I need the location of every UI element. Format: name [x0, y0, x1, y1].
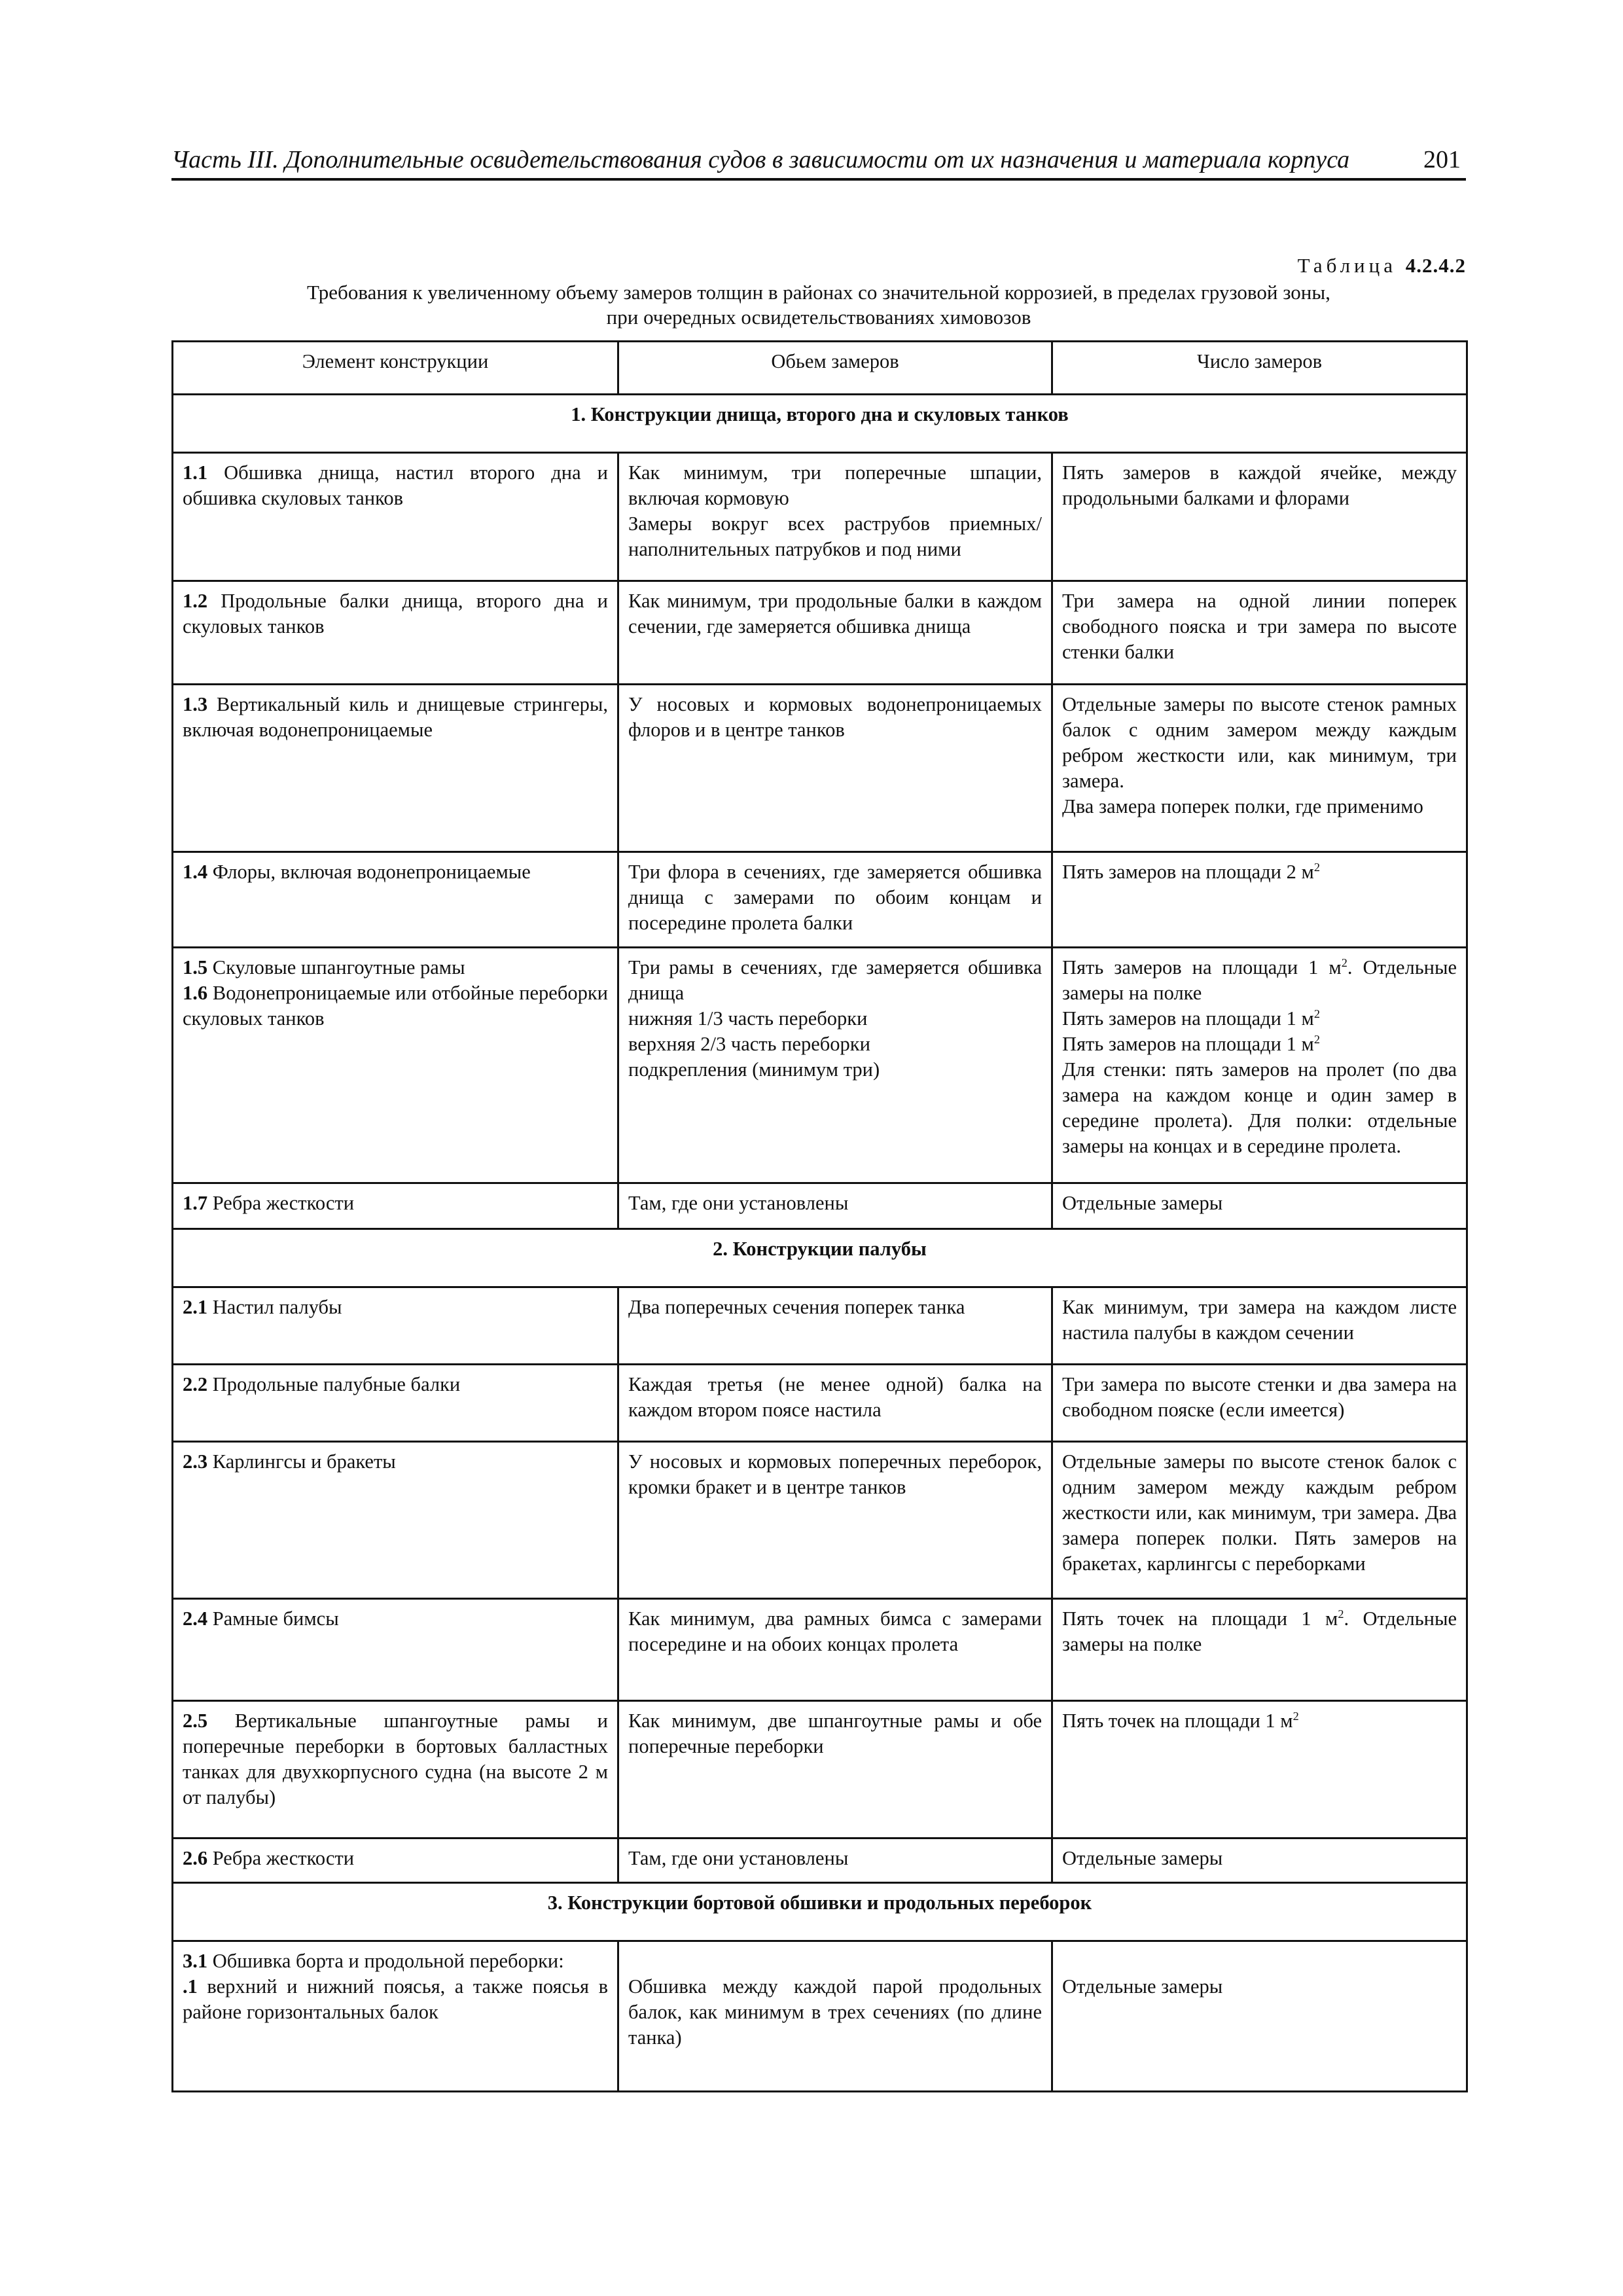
element-text: 1.6 Водонепроницаемые или отбойные переборки скуловых танков	[183, 982, 608, 1030]
scope-cell	[618, 1183, 1052, 1229]
item-number: 1.1	[183, 461, 208, 484]
count-cell	[1052, 948, 1467, 1183]
scope-cell	[618, 948, 1052, 1183]
cell-text-line: Как минимум, три поперечные шпации, включая кормовую	[628, 461, 1042, 509]
cell-text-line: Отдельные замеры	[1062, 1847, 1223, 1869]
caption-line-1: Требования к увеличенному объему замеров толщин в районах со значительной коррозией, в пределах грузовой зоны,	[307, 281, 1330, 304]
cell-text-line: Там, где они установлены	[628, 1192, 849, 1214]
scope-cell	[618, 1599, 1052, 1701]
cell-text-line: Как минимум, три замера на каждом листе настила палубы в каждом сечении	[1062, 1296, 1457, 1344]
table-row	[173, 1287, 1467, 1365]
section-title: 3. Конструкции бортовой обшивки и продольных переборок	[173, 1883, 1467, 1941]
table-label	[1298, 254, 1466, 278]
cell-text-line: Отдельные замеры	[1062, 1192, 1223, 1214]
element-text: 3.1 Обшивка борта и продольной переборки:	[183, 1950, 564, 1972]
element-text: 1.4 Флоры, включая водонепроницаемые	[183, 861, 531, 883]
scope-cell	[618, 1701, 1052, 1839]
scope-cell	[618, 685, 1052, 852]
element-text: 1.7 Ребра жесткости	[183, 1192, 355, 1214]
cell-text-line: Отдельные замеры по высоте стенок рамных балок с одним замером между каждым ребром жесткости или, как минимум, три замера.	[1062, 693, 1457, 792]
cell-text-line: верхняя 2/3 часть переборки	[628, 1033, 870, 1055]
cell-text-line: Пять замеров в каждой ячейке, между продольными балками и флорами	[1062, 461, 1457, 509]
table-header-row	[173, 342, 1467, 395]
element-cell	[173, 948, 618, 1183]
element-cell	[173, 581, 618, 685]
item-number: 1.4	[183, 861, 208, 883]
table-row	[173, 1701, 1467, 1839]
table-label-word: Таблица	[1297, 254, 1397, 277]
element-cell	[173, 1183, 618, 1229]
item-number: 1.6	[183, 982, 208, 1004]
cell-text-line: Два замера поперек полки, где применимо	[1062, 795, 1423, 817]
cell-text-line: Пять замеров на площади 1 $м^2$	[1062, 1007, 1320, 1030]
cell-text-line: Пять замеров на площади 1 $м^2$	[1062, 1032, 1320, 1055]
cell-text-line: Пять замеров на площади 1 $м^2$. Отдельные замеры на полке	[1062, 956, 1457, 1004]
scope-cell	[618, 1365, 1052, 1442]
table-row	[173, 852, 1467, 948]
cell-text-line: Обшивка между каждой парой продольных балок, как минимум в трех сечениях (по длине танка)	[628, 1975, 1042, 2049]
count-cell	[1052, 852, 1467, 948]
element-text: 2.1 Настил палубы	[183, 1296, 342, 1318]
table-row	[173, 1941, 1467, 2092]
scope-cell	[618, 1442, 1052, 1599]
table-row	[173, 1839, 1467, 1883]
element-text: 2.3 Карлингсы и бракеты	[183, 1450, 396, 1473]
cell-text-line: Пять замеров на площади 2 $м^2$	[1062, 860, 1320, 883]
element-text: 1.1 Обшивка днища, настил второго дна и обшивка скуловых танков	[183, 461, 608, 509]
element-text: 2.6 Ребра жесткости	[183, 1847, 355, 1869]
section-title-row	[173, 1229, 1467, 1287]
item-number: 1.2	[183, 590, 208, 612]
section-title: 2. Конструкции палубы	[173, 1229, 1467, 1287]
element-cell	[173, 1839, 618, 1883]
count-cell	[1052, 1599, 1467, 1701]
item-number: 1.5	[183, 956, 208, 978]
cell-text-line: Отдельные замеры по высоте стенок балок с одним замером между каждым ребром жесткости или, как минимум, три замера. Два замера поперек полки. Пять замеров на бракетах, карлингсы с переборками	[1062, 1450, 1457, 1575]
column-header: Число замеров	[1052, 342, 1467, 395]
cell-text-line: подкрепления (минимум три)	[628, 1058, 880, 1081]
cell-text-line: нижняя 1/3 часть переборки	[628, 1007, 868, 1030]
table-row	[173, 1599, 1467, 1701]
count-cell	[1052, 453, 1467, 581]
table-caption	[171, 280, 1466, 330]
running-title: Часть III. Дополнительные освидетельствования судов в зависимости от их назначения и материала корпуса	[171, 146, 1350, 173]
count-cell	[1052, 581, 1467, 685]
column-header: Обьем замеров	[618, 342, 1052, 395]
item-number: 2.6	[183, 1847, 208, 1869]
count-cell	[1052, 1365, 1467, 1442]
scope-cell	[618, 1941, 1052, 2092]
element-cell	[173, 1599, 618, 1701]
table-row	[173, 685, 1467, 852]
element-text: 1.3 Вертикальный киль и днищевые стрингеры, включая водонепроницаемые	[183, 693, 608, 741]
cell-text-line: Как минимум, три продольные балки в каждом сечении, где замеряется обшивка днища	[628, 590, 1042, 637]
cell-text-line: Три замера на одной линии поперек свободного пояска и три замера по высоте стенки балки	[1062, 590, 1457, 663]
scope-cell	[618, 453, 1052, 581]
item-number: 1.3	[183, 693, 208, 715]
item-number: 2.2	[183, 1373, 208, 1395]
element-cell	[173, 1287, 618, 1365]
page-header	[171, 139, 1466, 181]
element-cell	[173, 1941, 618, 2092]
table-row	[173, 581, 1467, 685]
caption-line-2: при очередных освидетельствованиях химовозов	[606, 306, 1031, 329]
item-number: .1	[183, 1975, 198, 1998]
scope-cell	[618, 581, 1052, 685]
scope-cell	[618, 852, 1052, 948]
section-title-row	[173, 395, 1467, 453]
cell-text-line: Как минимум, два рамных бимса с замерами посередине и на обоих концах пролета	[628, 1607, 1042, 1655]
element-cell	[173, 1442, 618, 1599]
cell-text-line: Там, где они установлены	[628, 1847, 849, 1869]
cell-text-line: Три замера по высоте стенки и два замера на свободном пояске (если имеется)	[1062, 1373, 1457, 1421]
element-sub-text: .1 верхний и нижний пояcья, а также пояcья в районе горизонтальных балок	[183, 1975, 608, 2023]
column-header: Элемент конструкции	[173, 342, 618, 395]
element-cell	[173, 1365, 618, 1442]
table-row	[173, 453, 1467, 581]
table-number: 4.2.4.2	[1405, 254, 1466, 277]
scope-cell	[618, 1287, 1052, 1365]
cell-text-line: У носовых и кормовых поперечных переборок, кромки бракет и в центре танков	[628, 1450, 1042, 1498]
table-row	[173, 1183, 1467, 1229]
item-number: 2.3	[183, 1450, 208, 1473]
element-text: 2.5 Вертикальные шпангоутные рамы и поперечные переборки в бортовых балластных танках для двухкорпусного судна (на высоте 2 м от палубы)	[183, 1710, 608, 1808]
cell-text-line: Отдельные замеры	[1062, 1975, 1223, 1998]
item-number: 3.1	[183, 1950, 208, 1972]
element-cell	[173, 1701, 618, 1839]
element-text: 1.2 Продольные балки днища, второго дна и скуловых танков	[183, 590, 608, 637]
count-cell	[1052, 1941, 1467, 2092]
section-title: 1. Конструкции днища, второго дна и скуловых танков	[173, 395, 1467, 453]
count-cell	[1052, 685, 1467, 852]
count-cell	[1052, 1442, 1467, 1599]
element-text: 1.5 Скуловые шпангоутные рамы	[183, 956, 465, 978]
cell-text-line: Замеры вокруг всех раструбов приемных/ наполнительных патрубков и под ними	[628, 512, 1042, 560]
count-cell	[1052, 1701, 1467, 1839]
count-cell	[1052, 1839, 1467, 1883]
item-number: 2.4	[183, 1607, 208, 1630]
cell-text-line: Каждая третья (не менее одной) балка на каждом втором поясе настила	[628, 1373, 1042, 1421]
item-number: 1.7	[183, 1192, 208, 1214]
element-cell	[173, 685, 618, 852]
cell-text-line: Два поперечных сечения поперек танка	[628, 1296, 965, 1318]
table-row	[173, 1442, 1467, 1599]
element-cell	[173, 852, 618, 948]
cell-text-line: У носовых и кормовых водонепроницаемых флоров и в центре танков	[628, 693, 1042, 741]
cell-text-line: Три флора в сечениях, где замеряется обшивка днища с замерами по обоим концам и посередине пролета балки	[628, 861, 1042, 934]
count-cell	[1052, 1287, 1467, 1365]
item-number: 2.5	[183, 1710, 208, 1732]
element-cell	[173, 453, 618, 581]
cell-text-line: Пять точек на площади 1 $м^2$	[1062, 1709, 1299, 1732]
cell-text-line: Три рамы в сечениях, где замеряется обшивка днища	[628, 956, 1042, 1004]
count-cell	[1052, 1183, 1467, 1229]
table-row	[173, 1365, 1467, 1442]
section-title-row	[173, 1883, 1467, 1941]
requirements-table	[171, 340, 1468, 2092]
item-number: 2.1	[183, 1296, 208, 1318]
cell-text-line: Для стенки: пять замеров на пролет (по два замера на каждом конце и один замер в середине пролета). Для полки: отдельные замеры на концах и в середине пролета.	[1062, 1058, 1457, 1157]
element-text: 2.2 Продольные палубные балки	[183, 1373, 461, 1395]
page-number: 201	[1423, 146, 1461, 173]
cell-text-line: Как минимум, две шпангоутные рамы и обе поперечные переборки	[628, 1710, 1042, 1757]
element-text: 2.4 Рамные бимсы	[183, 1607, 339, 1630]
cell-text-line: Пять точек на площади 1 $м^2$. Отдельные замеры на полке	[1062, 1607, 1457, 1655]
scope-cell	[618, 1839, 1052, 1883]
table-row	[173, 948, 1467, 1183]
